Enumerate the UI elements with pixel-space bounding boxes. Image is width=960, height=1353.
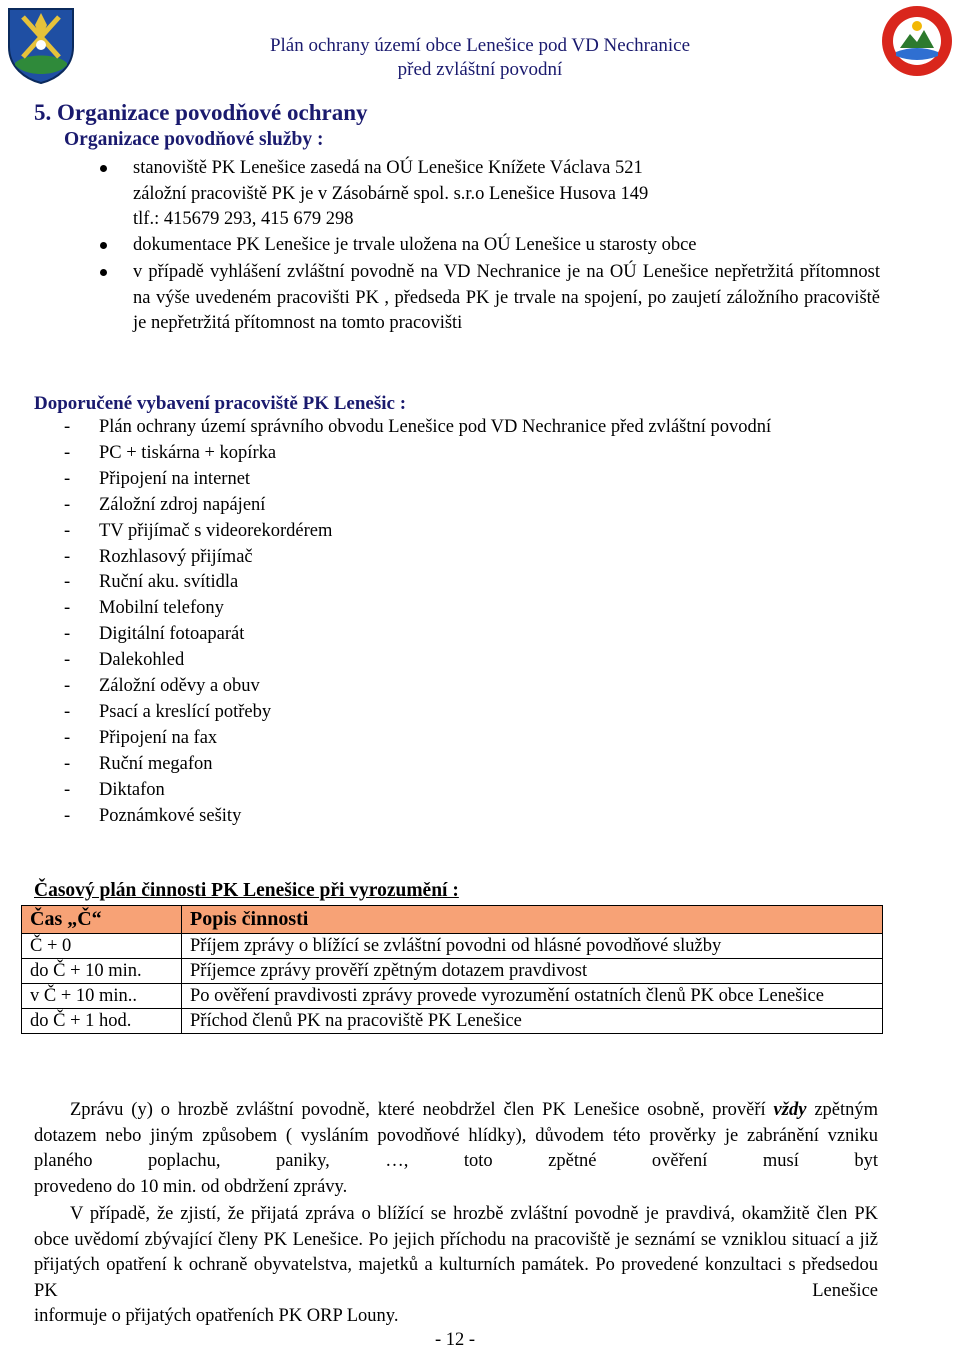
dash-marker: - (64, 468, 71, 489)
equipment-item-label: TV přijímač s videorekordérem (99, 520, 333, 541)
schedule-heading: Časový plán činnosti PK Lenešice při vyrozumění : (34, 880, 459, 901)
page-number: - 12 - (434, 1330, 476, 1350)
equipment-item (64, 726, 884, 752)
crisis-preparedness-logo (880, 4, 954, 78)
dash-marker: - (64, 494, 71, 515)
paragraph-last-line: informuje o přijatých opatřeních PK ORP Louny. (34, 1306, 399, 1326)
equipment-item (64, 648, 884, 674)
equipment-item-label: Plán ochrany území správního obvodu Lenešice pod VD Nechranice před zvláštní povodní (99, 417, 772, 437)
equipment-item (64, 519, 884, 545)
dash-marker: - (64, 779, 71, 800)
paragraph-emphasis: vždy (773, 1100, 807, 1120)
equipment-item (64, 570, 884, 596)
col-header-time: Čas „Č“ (22, 906, 182, 934)
equipment-item-label: Záložní zdroj napájení (99, 494, 266, 515)
schedule-table (21, 905, 883, 1034)
bullet-item (100, 156, 890, 233)
equipment-item-label: Připojení na fax (99, 727, 218, 748)
dash-marker: - (64, 442, 71, 463)
col-header-description: Popis činnosti (182, 906, 883, 934)
equipment-item-label: Poznámkové sešity (99, 805, 242, 826)
bullet-icon (100, 269, 107, 276)
equipment-heading: Doporučené vybavení pracoviště PK Lenešic : (34, 393, 407, 414)
paragraph-lead: Zprávu (y) o hrozbě zvláštní povodně, které neobdržel člen PK Lenešice osobně, prověří (70, 1100, 766, 1120)
dash-marker: - (64, 805, 71, 826)
dash-marker: - (64, 417, 71, 437)
equipment-item (64, 752, 884, 778)
dash-marker: - (64, 676, 71, 697)
equipment-item-label: Rozhlasový přijímač (99, 546, 253, 567)
description-cell: Příjemce zprávy prověří zpětným dotazem pravdivost (182, 959, 883, 984)
bullet-text: v případě vyhlášení zvláštní povodně na VD Nechranice je na OÚ Lenešice nepřetržitá přítomnost na výše uvedeném pracovišti PK , předseda PK je trvale na spojení, po zaujetí záložního pracoviště je nepřetržitá přítomnost na tomto pracovišti (133, 262, 880, 333)
description-cell: Příjem zprávy o blížící se zvláštní povodni od hlásné povodňové služby (182, 934, 883, 959)
bullet-line: stanoviště PK Lenešice zasedá na OÚ Lenešice Knížete Václava 521 (133, 158, 643, 178)
table-row (22, 959, 883, 984)
equipment-item (64, 674, 884, 700)
description-cell: Po ověření pravdivosti zprávy provede vyrozumění ostatních členů PK obce Lenešice (182, 984, 883, 1009)
bullet-line: záložní pracoviště PK je v Zásobárně spol. s.r.o Lenešice Husova 149 (133, 183, 649, 204)
bullet-item (100, 260, 880, 337)
time-cell: do Č + 1 hod. (22, 1009, 182, 1034)
paragraph-text: V případě, že zjistí, že přijatá zpráva o blížící se hrozbě zvláštní povodně je pravdivá, okamžitě člen PK obce uvědomí zbývající členy PK Lenešice. Po jejich příchodu na pracoviště je seznámí se vzniklou situací a již přijatých opatření k ochraně obyvatelstva, majetků a kulturních památek. Po provedené konzultaci s předsedou PK Lenešice (34, 1204, 878, 1301)
table-row (22, 934, 883, 959)
section-heading: 5. Organizace povodňové ochrany (34, 100, 368, 125)
equipment-item (64, 804, 884, 830)
dash-marker: - (64, 727, 71, 748)
equipment-item-label: Psací a kreslící potřeby (99, 701, 272, 722)
paragraph-last-line: provedeno do 10 min. od obdržení zprávy. (34, 1176, 348, 1197)
equipment-item (64, 467, 884, 493)
bullet-item (100, 233, 890, 259)
dash-marker: - (64, 701, 71, 722)
dash-marker: - (64, 520, 71, 541)
time-cell: do Č + 10 min. (22, 959, 182, 984)
equipment-item-label: Záložní oděvy a obuv (99, 676, 260, 697)
table-row (22, 1009, 883, 1034)
bullet-icon (100, 242, 107, 249)
time-cell: v Č + 10 min.. (22, 984, 182, 1009)
equipment-item (64, 778, 884, 804)
equipment-item-label: Diktafon (99, 779, 165, 800)
table-row (22, 984, 883, 1009)
equipment-item (64, 441, 884, 467)
equipment-item-label: PC + tiskárna + kopírka (99, 442, 277, 463)
dash-marker: - (64, 572, 71, 593)
description-cell: Příchod členů PK na pracoviště PK Lenešice (182, 1009, 883, 1034)
paragraph-verification (34, 1098, 878, 1200)
bullet-icon (100, 165, 107, 172)
bullet-line: tlf.: 415679 293, 415 679 298 (133, 209, 354, 229)
document-header-line2: před zvláštní povodní (397, 59, 563, 80)
equipment-item (64, 415, 884, 441)
equipment-item (64, 700, 884, 726)
dash-marker: - (64, 598, 71, 619)
paragraph-response (34, 1202, 878, 1330)
dash-marker: - (64, 546, 71, 567)
table-header-row (22, 906, 883, 934)
equipment-item (64, 545, 884, 571)
dash-marker: - (64, 650, 71, 671)
equipment-item-label: Připojení na internet (99, 468, 251, 489)
equipment-item-label: Mobilní telefony (99, 598, 224, 619)
time-cell: Č + 0 (22, 934, 182, 959)
coat-of-arms-logo (5, 5, 77, 85)
equipment-item-label: Ruční megafon (99, 753, 213, 774)
equipment-item-label: Ruční aku. svítidla (99, 572, 239, 593)
paragraph-rest: zpětným dotazem nebo jiným způsobem ( vysláním povodňové hlídky), důvodem této prověrky je zabránění vzniku planého poplachu, paniky, …, toto zpětné ověření musí byt (34, 1100, 879, 1171)
equipment-item (64, 622, 884, 648)
equipment-item-label: Digitální fotoaparát (99, 624, 245, 645)
bullet-line: dokumentace PK Lenešice je trvale uložena na OÚ Lenešice u starosty obce (133, 235, 697, 255)
equipment-item (64, 596, 884, 622)
document-header-line1: Plán ochrany území obce Lenešice pod VD Nechranice (269, 35, 691, 56)
equipment-item-label: Dalekohled (99, 650, 185, 671)
equipment-list (64, 415, 884, 830)
dash-marker: - (64, 753, 71, 774)
equipment-item (64, 493, 884, 519)
section-subheading: Organizace povodňové služby : (64, 129, 324, 150)
dash-marker: - (64, 624, 71, 645)
